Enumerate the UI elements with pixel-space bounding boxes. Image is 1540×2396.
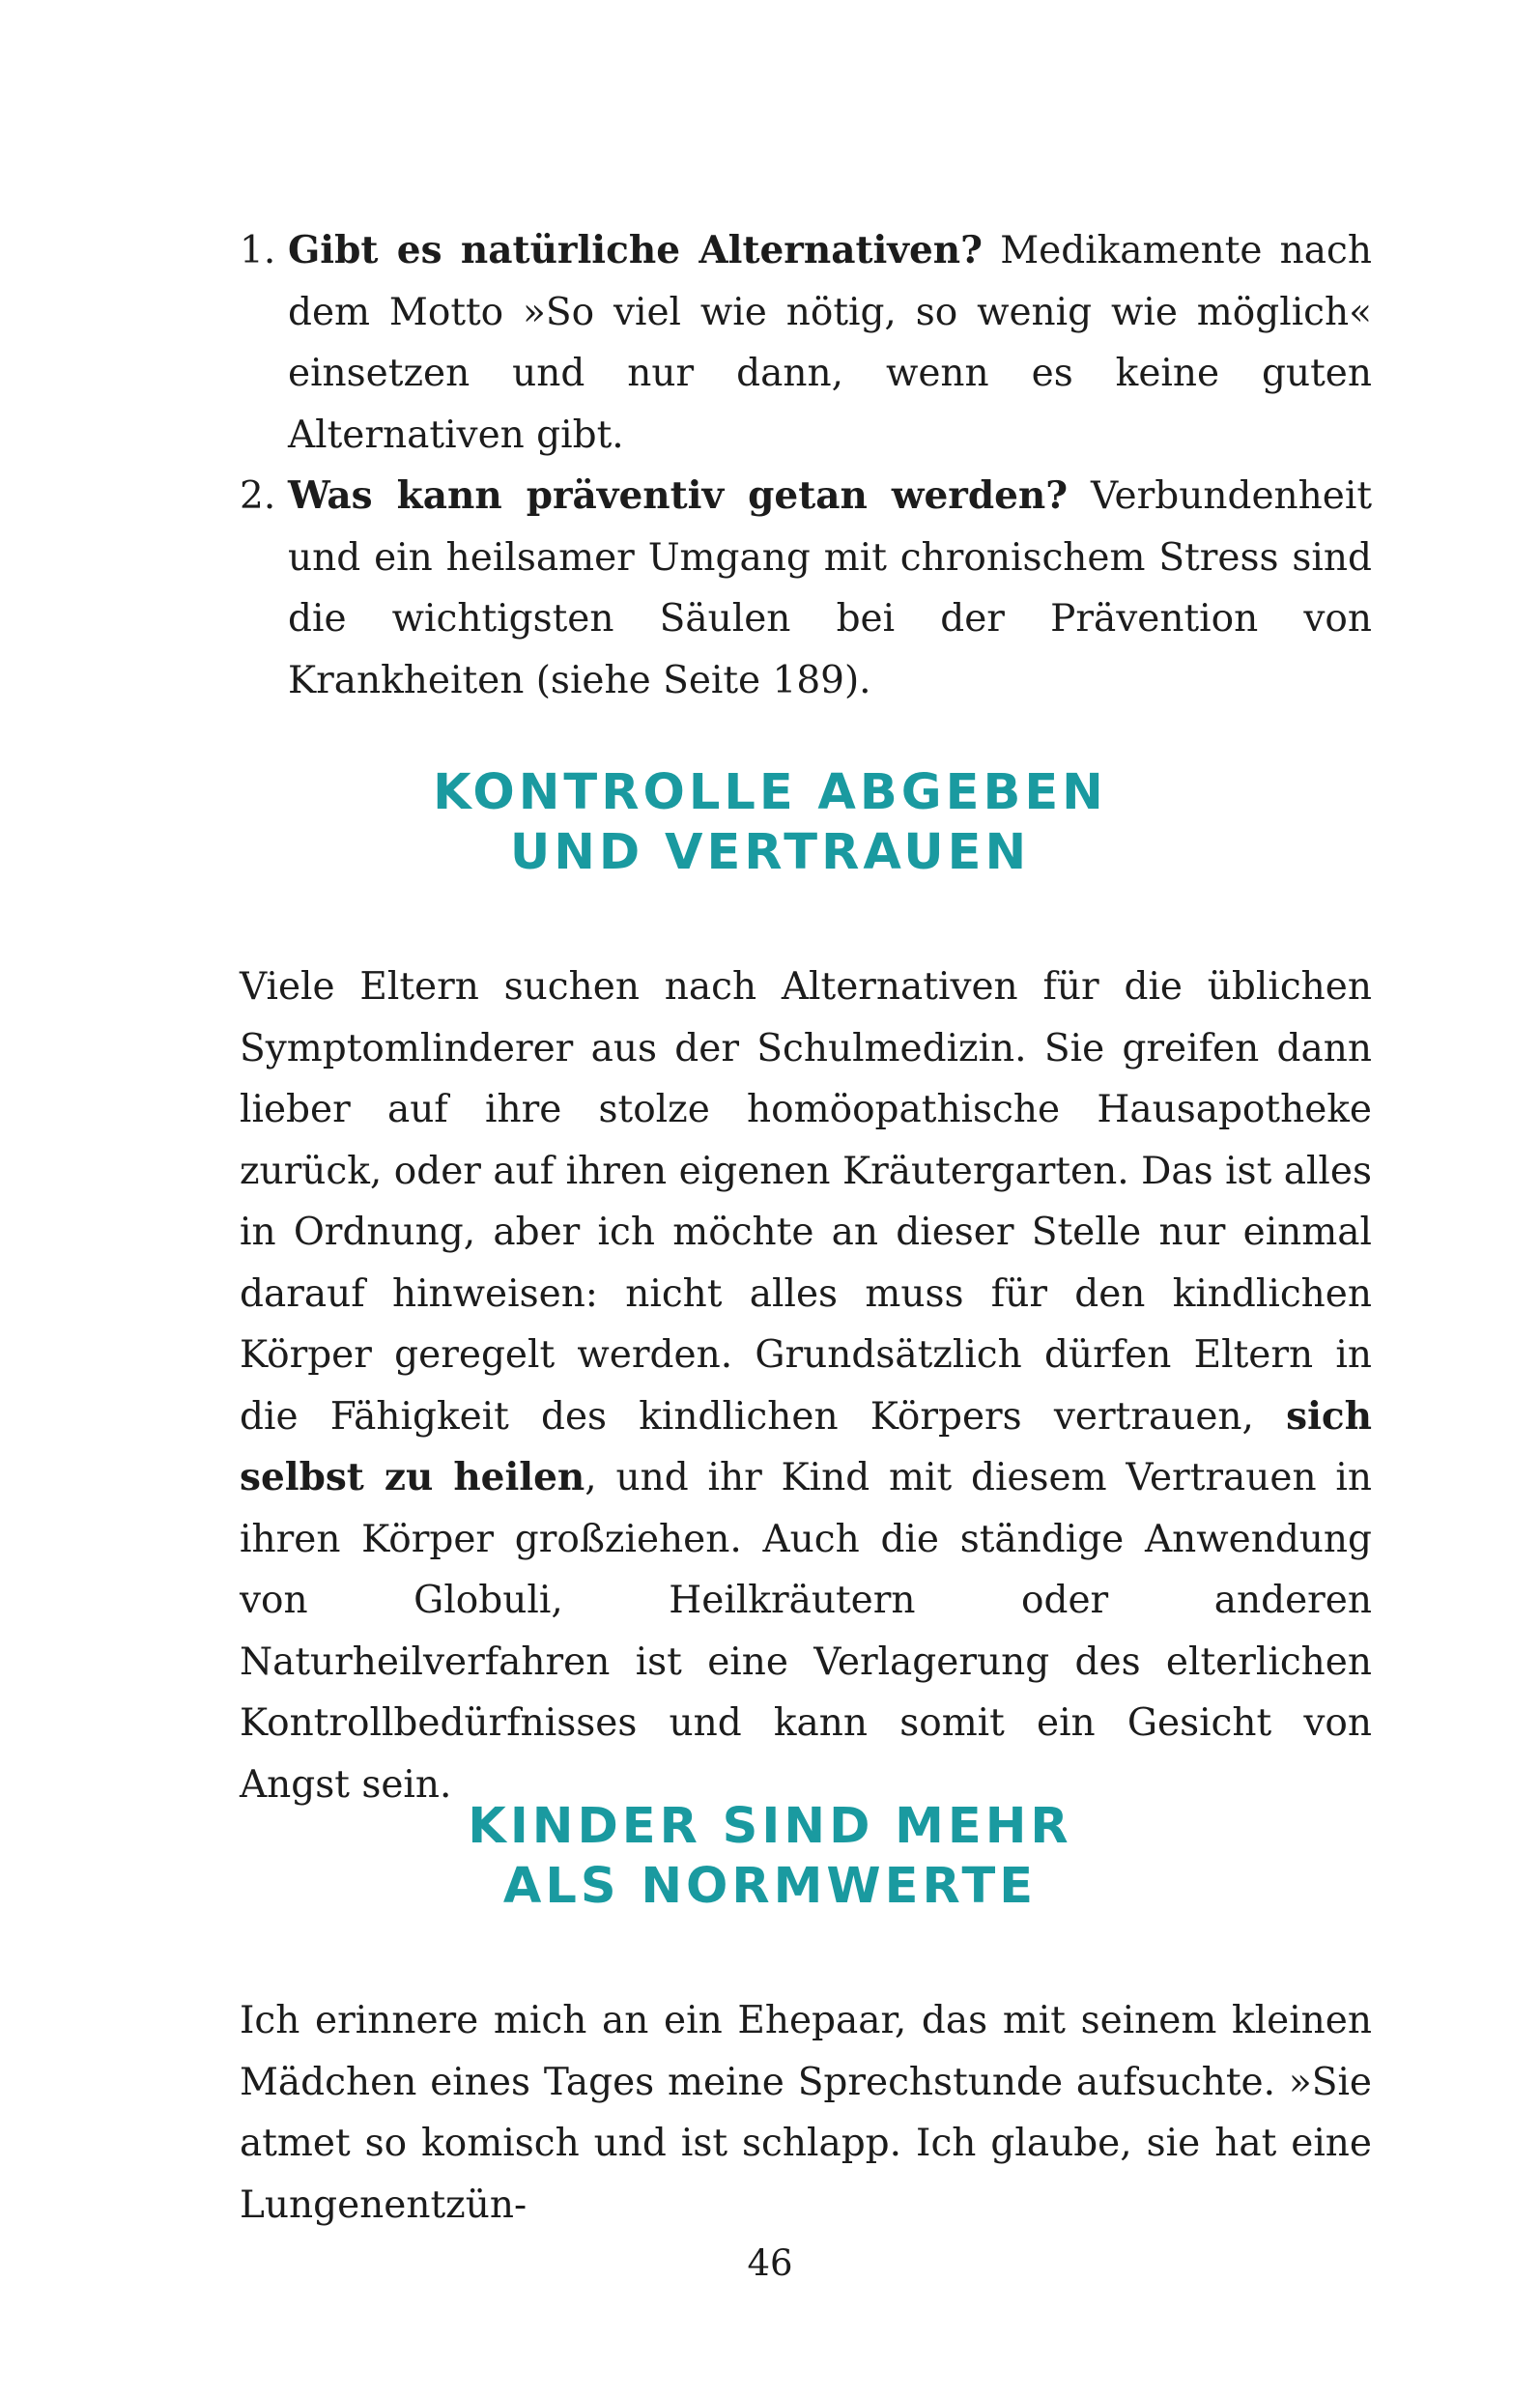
paragraph-bold-phrase: sich selbst zu heilen: [240, 1393, 1372, 1499]
heading-line: UND VERTRAUEN: [509, 824, 1031, 881]
section-heading-kontrolle: [0, 763, 1540, 883]
page-number: 46: [747, 2242, 793, 2284]
list-item: [240, 220, 1372, 466]
list-item-bold-question: Gibt es natürliche Alternativen?: [288, 228, 983, 272]
section-heading-kinder: [0, 1797, 1540, 1917]
body-paragraph: Ich erinnere mich an ein Ehepaar, das mit seinem kleinen Mädchen eines Tages meine Sprechstunde aufsuchte. »Sie atmet so komisch und ist schlapp. Ich glaube, sie hat eine Lungenentzün-: [240, 1999, 1372, 2227]
list-item-text: Verbundenheit und ein heilsamer Umgang mit chronischem Stress sind die wichtigsten Säulen bei der Prävention von Krankheiten (siehe Seite 189).: [288, 474, 1372, 702]
list-number: 2.: [240, 474, 276, 518]
heading-line: KINDER SIND MEHR: [468, 1798, 1072, 1855]
numbered-list: [240, 220, 1372, 711]
heading-line: ALS NORMWERTE: [502, 1858, 1038, 1915]
paragraph-text: , und ihr Kind mit diesem Vertrauen in ihren Körper großziehen. Auch die ständige Anwendung von Globuli, Heilkräutern oder anderen Naturheilverfahren ist eine Verlagerung des elterlichen Kontrollbedürfnisses und kann somit ein Gesicht von Angst sein.: [240, 1456, 1372, 1807]
list-item-text: Medikamente nach dem Motto »So viel wie nötig, so wenig wie möglich« einsetzen und nur dann, wenn es keine guten Alternativen gibt.: [288, 229, 1372, 457]
body-paragraph: [240, 956, 1372, 1815]
paragraph-text: Viele Eltern suchen nach Alternativen für die üblichen Symptomlinderer aus der Schulmedizin. Sie greifen dann lieber auf ihre stolze homöopathische Hausapotheke zurück, oder auf ihren eigenen Kräutergarten. Das ist alles in Ordnung, aber ich möchte an dieser Stelle nur einmal darauf hinweisen: nicht alles muss für den kindlichen Körper geregelt werden. Grundsätzlich dürfen Eltern in die Fähigkeit des kindlichen Körpers vertrauen,: [240, 965, 1372, 1439]
list-item: [240, 466, 1372, 711]
list-item-bold-question: Was kann präventiv getan werden?: [288, 473, 1069, 518]
list-number: 1.: [240, 229, 276, 272]
heading-line: KONTROLLE ABGEBEN: [433, 764, 1107, 821]
